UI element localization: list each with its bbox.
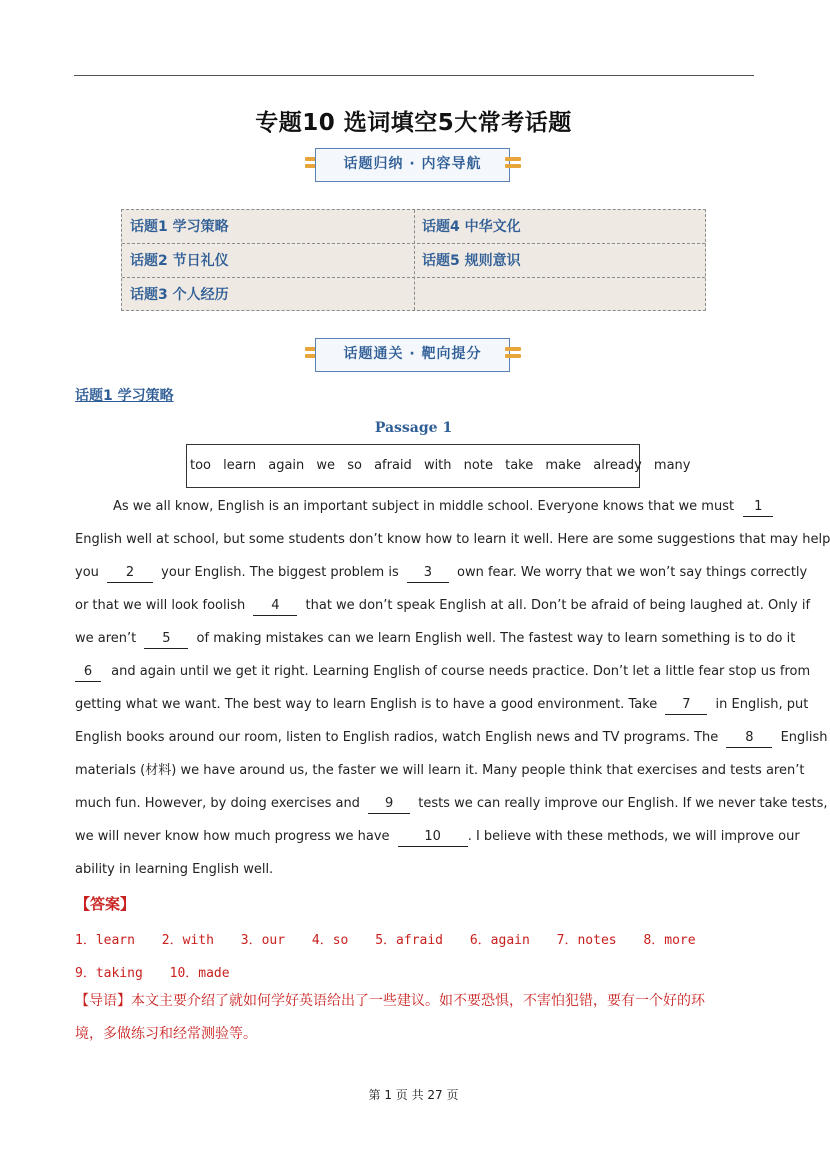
answer-row-2 (75, 962, 249, 981)
topic-table (121, 209, 706, 311)
blank-4[interactable]: 4 (253, 597, 297, 616)
passage-text: or that we will look foolish (75, 598, 246, 613)
answer-heading: 【答案】 (75, 895, 136, 913)
blank-5[interactable]: 5 (144, 630, 188, 649)
passage-text: English books around our room, listen to English radios, watch English news and TV programs. The (75, 730, 719, 745)
passage-line (75, 688, 809, 721)
toc-topic-5[interactable]: 话题5 规则意识 (422, 253, 521, 269)
blank-7[interactable]: 7 (665, 696, 707, 715)
guide-paragraph (75, 985, 755, 1051)
guide-line: 境，多做练习和经常测验等。 (75, 1026, 257, 1042)
passage-text: in English, put (715, 697, 809, 712)
passage-text: . I believe with these methods, we will improve our (467, 829, 800, 844)
answer-item: 4．so (311, 933, 349, 948)
passage-text: that we don’t speak English at all. Don’t be afraid of being laughed at. Only if (305, 598, 811, 613)
banner-topic-practice (0, 338, 827, 376)
banner-right-deco-icon (505, 347, 521, 363)
passage-text: your English. The biggest problem is (161, 565, 399, 580)
passage-line (75, 523, 830, 556)
word-bank-item: we (316, 458, 336, 473)
passage-text: ability in learning English well. (75, 862, 274, 877)
passage-text: getting what we want. The best way to learn English is to have a good environment. Take (75, 697, 658, 712)
passage-text: English (780, 730, 828, 745)
word-bank-item: many (653, 458, 691, 473)
word-bank-item: again (268, 458, 305, 473)
answer-item: 9．taking (75, 966, 143, 981)
answer-item: 8．more (643, 933, 696, 948)
word-bank-item: learn (223, 458, 257, 473)
passage-text: of making mistakes can we learn English well. The fastest way to learn something is to do it (196, 631, 796, 646)
passage-line (75, 622, 796, 655)
page-title: 专题10 选词填空5大常考话题 (255, 110, 572, 136)
passage-text: much fun. However, by doing exercises and (75, 796, 360, 811)
banner-topic-practice-label: 话题通关 · 靶向提分 (315, 338, 510, 372)
word-bank (186, 444, 691, 488)
passage-line (75, 589, 811, 622)
toc-topic-4[interactable]: 话题4 中华文化 (422, 219, 521, 235)
passage-text: tests we can really improve our English. If we never take tests, (418, 796, 828, 811)
blank-9[interactable]: 9 (368, 795, 410, 814)
word-bank-item: note (463, 458, 493, 473)
blank-3[interactable]: 3 (407, 564, 449, 583)
blank-6[interactable]: 6 (75, 663, 101, 682)
toc-topic-3[interactable]: 话题3 个人经历 (130, 287, 229, 303)
passage-text: and again until we get it right. Learning English of course needs practice. Don’t let a little fear stop us from (111, 664, 811, 679)
passage-text: we aren’t (75, 631, 137, 646)
answer-item: 7．notes (556, 933, 617, 948)
passage-line (75, 787, 828, 820)
word-bank-item: too (190, 458, 212, 473)
passage-title: Passage 1 (374, 420, 453, 436)
guide-line: 【导语】本文主要介绍了就如何学好英语给出了一些建议。如不要恐惧，不害怕犯错，要有一个好的环 (75, 993, 705, 1009)
word-bank-item: make (545, 458, 582, 473)
banner-topic-summary-label: 话题归纳 · 内容导航 (315, 148, 510, 182)
passage-line (75, 721, 828, 754)
blank-10[interactable]: 10 (398, 828, 468, 847)
section-topic-1-link[interactable]: 话题1 学习策略 (75, 388, 174, 404)
passage-line (75, 853, 753, 886)
answer-item: 2．with (161, 933, 214, 948)
passage-text: materials (材料) we have around us, the faster we will learn it. Many people think that exercises and tests aren’t (75, 763, 805, 778)
word-bank-item: take (505, 458, 534, 473)
answer-row-1 (75, 929, 715, 948)
answer-item: 10．made (169, 966, 230, 981)
passage-body (75, 490, 830, 886)
word-bank-item: with (423, 458, 452, 473)
passage-line (75, 655, 811, 688)
toc-topic-1[interactable]: 话题1 学习策略 (130, 219, 229, 235)
toc-topic-2[interactable]: 话题2 节日礼仪 (130, 253, 229, 269)
passage-text: own fear. We worry that we won’t say things correctly (457, 565, 808, 580)
banner-right-deco-icon (505, 157, 521, 173)
blank-8[interactable]: 8 (726, 729, 772, 748)
answer-item: 5．afraid (375, 933, 444, 948)
passage-text: As we all know, English is an important subject in middle school. Everyone knows that we must (113, 499, 735, 514)
answer-item: 3．our (240, 933, 286, 948)
word-bank-item: so (347, 458, 362, 473)
answer-item: 6．again (469, 933, 530, 948)
word-bank-item: already (593, 458, 642, 473)
passage-line (75, 820, 800, 853)
passage-line (75, 556, 808, 589)
word-bank-item: afraid (374, 458, 412, 473)
passage-line (75, 754, 805, 787)
passage-text: we will never know how much progress we have (75, 829, 390, 844)
top-rule (74, 75, 754, 76)
answer-item: 1．learn (75, 933, 135, 948)
passage-text: English well at school, but some students don’t know how to learn it well. Here are some suggestions that may help (75, 532, 830, 547)
page-footer: 第 1 页 共 27 页 (368, 1088, 459, 1102)
passage-text: you (75, 565, 99, 580)
passage-line (75, 490, 763, 523)
banner-topic-summary (0, 148, 827, 186)
blank-2[interactable]: 2 (107, 564, 153, 583)
blank-1[interactable]: 1 (743, 498, 773, 517)
